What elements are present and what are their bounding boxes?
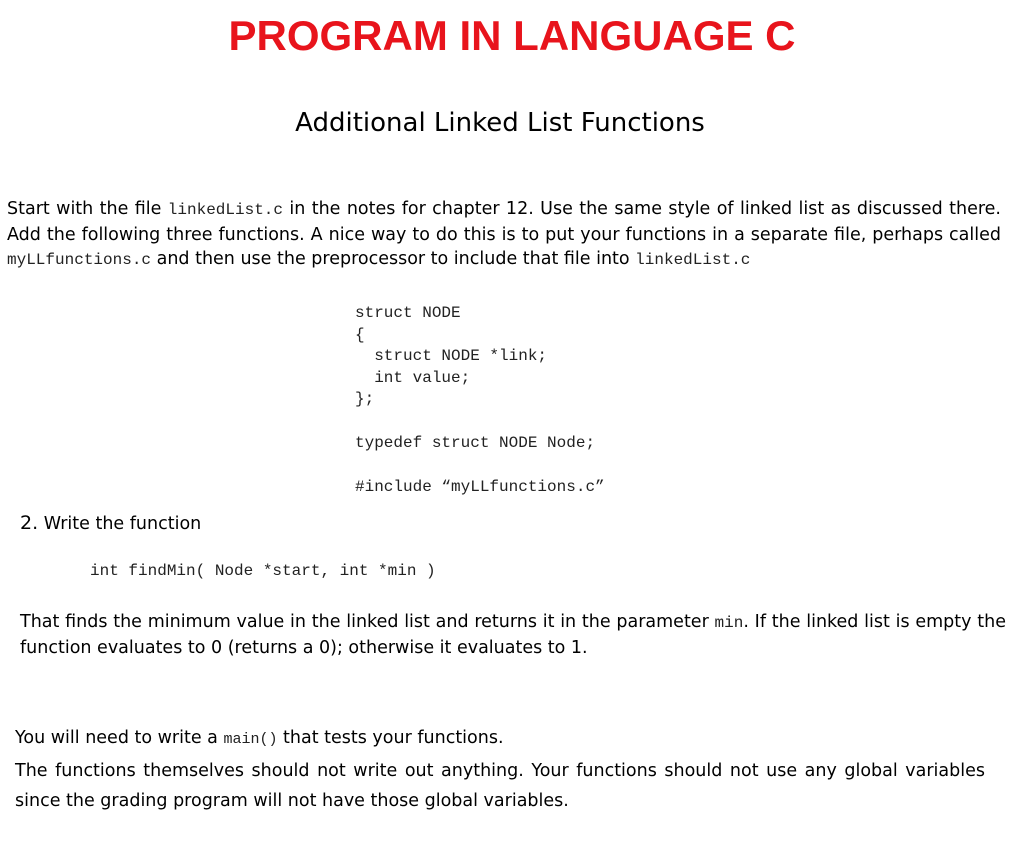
struct-code-block: struct NODE { struct NODE *link; int value; };: [355, 304, 548, 408]
intro-text-2: in the notes for chapter 12. Use the same style of linked list as discussed there. Add the following three functions. A nice way to do this is to put your functions in a separate file, perhaps called: [7, 199, 1001, 245]
intro-text-3: and then use the preprocessor to include that file into: [151, 249, 636, 269]
intro-file-linkedlist: linkedList.c: [167, 201, 283, 219]
page-title: PROGRAM IN LANGUAGE C: [228, 12, 796, 59]
typedef-code-line: typedef struct NODE Node;: [355, 434, 596, 452]
note-text-1: You will need to write a: [15, 728, 224, 748]
task-description: [20, 610, 1006, 660]
intro-paragraph: [7, 197, 1001, 273]
intro-text-1: Start with the file: [7, 199, 168, 219]
note-main-code: main(): [223, 731, 278, 748]
task-heading: [20, 511, 201, 537]
note-text-2: that tests your functions.: [277, 728, 504, 748]
task-heading-text: Write the function: [38, 514, 202, 534]
task-param-min: min: [714, 614, 744, 632]
intro-file-myllfunctions: myLLfunctions.c: [7, 251, 152, 269]
function-signature: int findMin( Node *start, int *min ): [90, 562, 436, 580]
include-code-line: #include “myLLfunctions.c”: [355, 478, 605, 496]
note-main-function: [15, 726, 504, 753]
task-desc-text-2: . If the linked list is empty the function evaluates to 0 (returns a 0); otherwise it evaluates to 1.: [20, 612, 1006, 658]
note-rules: The functions themselves should not write out anything. Your functions should not use any global variables since the grading program will not have those global variables.: [15, 761, 985, 811]
intro-file-linkedlist-2: linkedList.c: [635, 251, 751, 269]
page-subtitle: Additional Linked List Functions: [295, 108, 705, 138]
task-desc-text-1: That finds the minimum value in the linked list and returns it in the parameter: [20, 612, 715, 632]
task-number: 2.: [20, 512, 39, 534]
